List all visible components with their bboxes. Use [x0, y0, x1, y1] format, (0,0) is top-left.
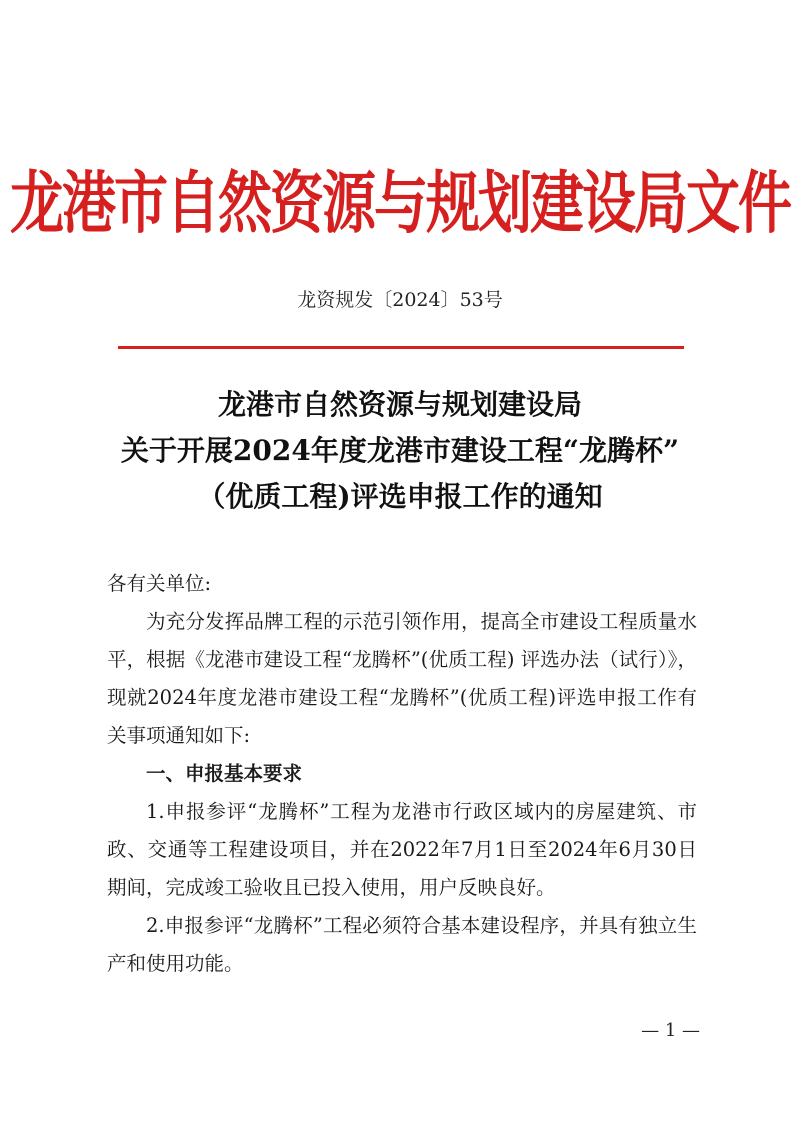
- document-body: [107, 565, 697, 983]
- page-number: — 1 —: [641, 1020, 700, 1041]
- document-number: 龙资规发〔2024〕53号: [297, 289, 503, 311]
- title-line-2: 关于开展2024年度龙港市建设工程“龙腾杯”: [120, 434, 680, 467]
- agency-header: 龙港市自然资源与规划建设局文件: [10, 163, 790, 243]
- title-line-3: （优质工程)评选申报工作的通知: [197, 480, 603, 513]
- document-title: [0, 382, 800, 520]
- section-heading: 一、申报基本要求: [146, 762, 303, 785]
- intro-paragraph: 为充分发挥品牌工程的示范引领作用，提高全市建设工程质量水平，根据《龙港市建设工程“龙腾杯”(优质工程) 评选办法（试行）》，现就2024年度龙港市建设工程“龙腾杯”(优质工程)评选申报工作有关事项通知如下:: [107, 610, 697, 747]
- requirement-item-2: 2.申报参评“龙腾杯”工程必须符合基本建设程序，并具有独立生产和使用功能。: [107, 914, 697, 975]
- salutation: 各有关单位:: [107, 572, 212, 595]
- requirement-item-1: 1.申报参评“龙腾杯”工程为龙港市行政区域内的房屋建筑、市政、交通等工程建设项目，并在2022年7月1日至2024年6月30日期间，完成竣工验收且已投入使用，用户反映良好。: [107, 800, 697, 899]
- title-line-1: 龙港市自然资源与规划建设局: [217, 388, 582, 421]
- red-divider-line: [118, 346, 684, 349]
